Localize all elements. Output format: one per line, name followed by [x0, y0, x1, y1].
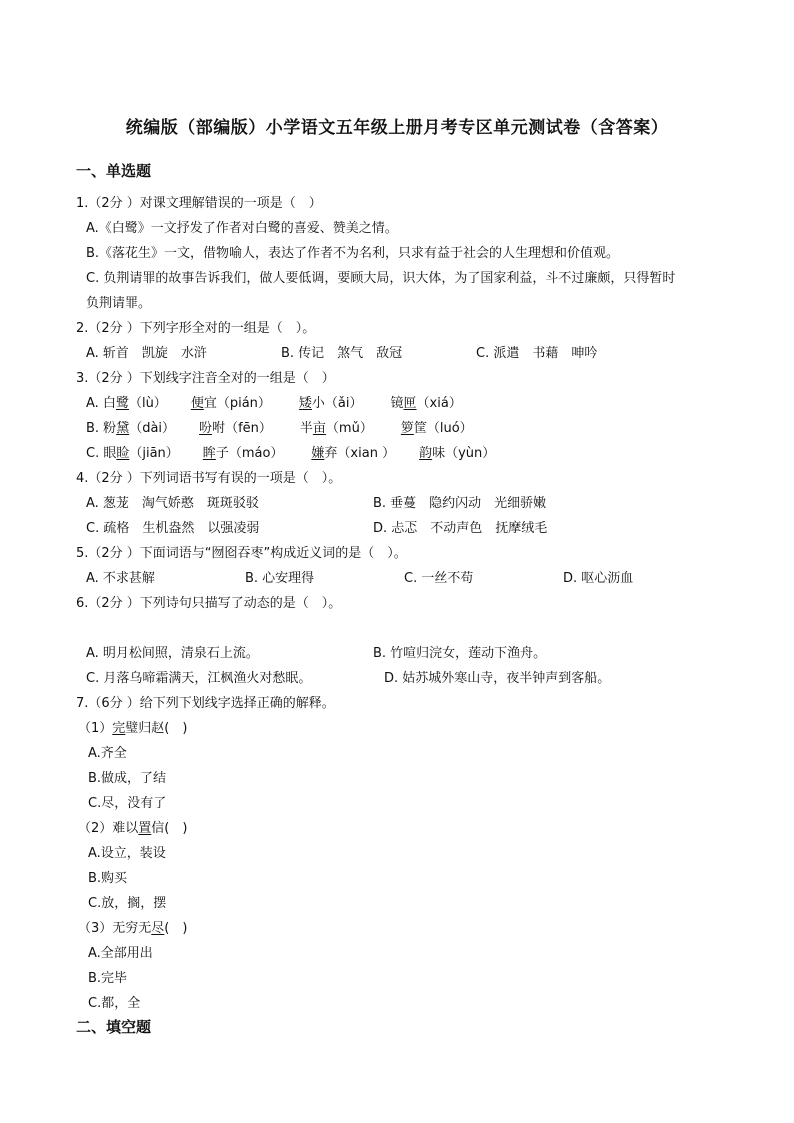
option-a-part: 镜	[390, 396, 404, 411]
question-3-stem: 3.（2分 ）下划线字注音全对的一组是（ ）	[76, 371, 335, 386]
question-6-option-d: D. 姑苏城外寒山寺，夜半钟声到客船。	[384, 671, 611, 686]
option-b-part: B. 粉	[86, 421, 117, 436]
underlined-char: 箩	[400, 421, 414, 436]
option-a-part: （xiá）	[416, 396, 462, 411]
question-5-option-d: D. 呕心沥血	[563, 571, 634, 586]
option-c-part: 子（máo）	[215, 446, 284, 461]
question-5-option-b: B. 心安理得	[245, 571, 315, 586]
question-6-stem: 6.（2分 ）下列诗句只描写了动态的是（ ）。	[76, 596, 342, 611]
option-b-part: （luó）	[426, 421, 473, 436]
option-a-part: A. 白	[86, 396, 116, 411]
question-1-option-c-line2: 负荆请罪。	[86, 296, 152, 311]
part-3-text: （3）无穷无	[78, 921, 152, 936]
underlined-char: 嫌	[311, 446, 325, 461]
question-7-stem: 7.（6分 ）给下列下划线字选择正确的解释。	[76, 696, 335, 711]
question-1-option-b: B.《落花生》一文，借物喻人，表达了作者不为名利，只求有益于社会的人生理想和价值观。	[86, 246, 620, 261]
question-7-part-2-option-c: C.放，搁，摆	[88, 896, 167, 911]
question-6-option-b: B. 竹喧归浣女，莲动下渔舟。	[373, 646, 547, 661]
underlined-char: 完	[112, 721, 126, 736]
part-1-text: 璧归赵( )	[125, 721, 188, 736]
question-5-option-c: C. 一丝不苟	[404, 571, 474, 586]
option-a-part: 小（ǎi）	[311, 396, 363, 411]
question-2-stem: 2.（2分 ）下列字形全对的一组是（ ）。	[76, 321, 316, 336]
question-5-stem: 5.（2分 ）下面词语与“囫囵吞枣”构成近义词的是（ ）。	[76, 546, 407, 561]
option-b-part: 咐（fēn）	[212, 421, 272, 436]
option-c-part: 弃（xian ）	[324, 446, 396, 461]
question-6-option-c: C. 月落乌啼霜满天，江枫渔火对愁眠。	[86, 671, 312, 686]
underlined-char: 黛	[116, 421, 130, 436]
question-3-option-a	[86, 397, 462, 410]
option-b-part: 半	[299, 421, 313, 436]
part-2-text: （2）难以	[78, 821, 139, 836]
question-7-part-3-option-b: B.完毕	[88, 971, 128, 986]
question-7-part-2-option-a: A.设立，装设	[88, 846, 166, 861]
question-1-option-c-line1: C. 负荆请罪的故事告诉我们，做人要低调，要顾大局，识大体，为了国家利益，斗不过廉颇，只得暂时	[86, 271, 676, 286]
question-3-option-c	[86, 447, 495, 460]
question-2-option-c: C. 派遣 书藉 呻吟	[476, 346, 598, 361]
question-4-option-b: B. 垂蔓 隐约闪动 光细骄嫩	[373, 496, 547, 511]
question-1-stem: 1.（2分 ）对课文理解错误的一项是（ ）	[76, 196, 322, 211]
question-7-part-2	[78, 822, 187, 835]
option-b-part: 筐	[413, 421, 427, 436]
question-1-option-a: A.《白鹭》一文抒发了作者对白鹭的喜爱、赞美之情。	[86, 221, 398, 236]
underlined-char: 匣	[403, 396, 417, 411]
section-heading-fill-in: 二、填空题	[76, 1018, 152, 1036]
question-7-part-3	[78, 922, 187, 935]
option-b-part: （mǔ）	[325, 421, 373, 436]
option-b-part: （dài）	[129, 421, 176, 436]
question-4-option-a: A. 葱茏 淘气娇憨 斑斑驳驳	[86, 496, 259, 511]
option-a-part: 宜（pián）	[203, 396, 271, 411]
underlined-char: 眸	[202, 446, 216, 461]
question-7-part-2-option-b: B.购买	[88, 871, 128, 886]
question-4-option-d: D. 忐忑 不动声色 抚摩绒毛	[373, 521, 548, 536]
underlined-char: 吩	[199, 421, 213, 436]
question-7-part-1-option-a: A.齐全	[88, 746, 127, 761]
question-2-option-a: A. 斩首 凯旋 水浒	[86, 346, 207, 361]
part-1-number: （1）	[78, 721, 113, 736]
question-7-part-1-option-b: B.做成，了结	[88, 771, 167, 786]
question-7-part-1-option-c: C.尽，没有了	[88, 796, 167, 811]
option-c-part: 味（yùn）	[432, 446, 496, 461]
underlined-char: 尽	[151, 921, 165, 936]
question-2-option-b: B. 传记 煞气 敌冠	[281, 346, 403, 361]
part-2-text: 信( )	[151, 821, 188, 836]
underlined-char: 韵	[419, 446, 433, 461]
underlined-char: 鹭	[115, 396, 129, 411]
option-c-part: （jiān）	[129, 446, 179, 461]
question-4-stem: 4.（2分 ）下列词语书写有误的一项是（ ）。	[76, 471, 342, 486]
question-7-part-3-option-a: A.全部用出	[88, 946, 153, 961]
underlined-char: 亩	[312, 421, 326, 436]
question-3-option-b	[86, 422, 473, 435]
question-4-option-c: C. 疏格 生机盎然 以强凌弱	[86, 521, 260, 536]
page-title: 统编版（部编版）小学语文五年级上册月考专区单元测试卷（含答案）	[125, 118, 669, 138]
part-3-text: ( )	[164, 921, 188, 936]
option-c-part: C. 眼	[86, 446, 117, 461]
section-heading-single-choice: 一、单选题	[76, 162, 152, 180]
option-a-part: （lù）	[128, 396, 167, 411]
question-7-part-1	[78, 722, 187, 735]
underlined-char: 睑	[116, 446, 130, 461]
question-6-option-a: A. 明月松间照，清泉石上流。	[86, 646, 259, 661]
question-5-option-a: A. 不求甚解	[86, 571, 155, 586]
underlined-char: 置	[138, 821, 152, 836]
question-7-part-3-option-c: C.都，全	[88, 996, 141, 1011]
underlined-char: 便	[190, 396, 204, 411]
underlined-char: 矮	[298, 396, 312, 411]
